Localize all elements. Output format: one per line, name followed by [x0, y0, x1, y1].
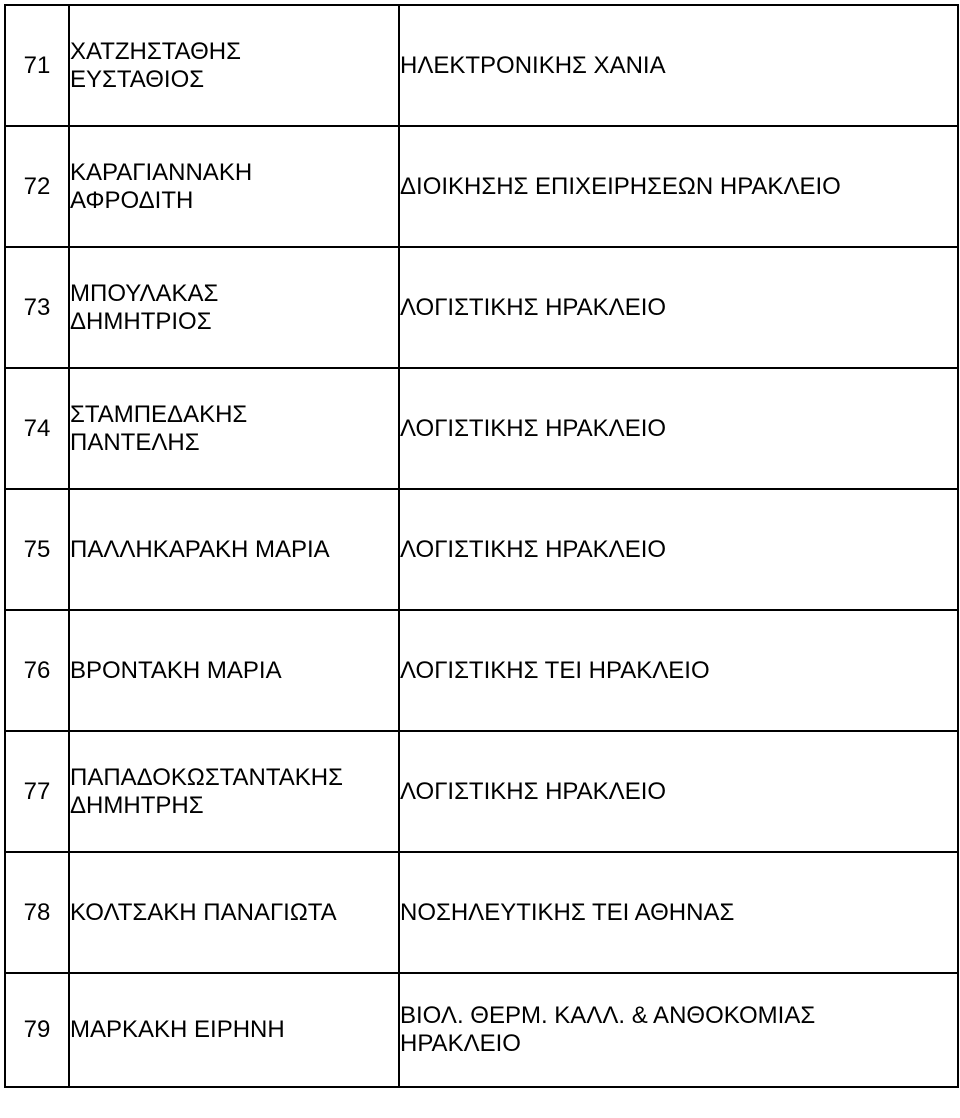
- row-number: [5, 489, 69, 610]
- name-line: ΕΥΣΤΑΘΙΟΣ: [70, 65, 205, 93]
- table-row: [5, 973, 958, 1087]
- department-line: ΛΟΓΙΣΤΙΚΗΣ ΗΡΑΚΛΕΙΟ: [400, 293, 667, 321]
- table-row: [5, 731, 958, 852]
- name-line: ΒΡΟΝΤΑΚΗ ΜΑΡΙΑ: [70, 656, 282, 684]
- row-number-text: 71: [23, 51, 51, 79]
- person-name: [69, 852, 399, 973]
- row-number-text: 72: [23, 172, 51, 200]
- person-name: [69, 731, 399, 852]
- row-number-text: 74: [23, 414, 51, 442]
- department: [399, 731, 958, 852]
- department-line: ΛΟΓΙΣΤΙΚΗΣ ΗΡΑΚΛΕΙΟ: [400, 777, 667, 805]
- row-number-text: 75: [23, 535, 51, 563]
- name-line: ΠΑΠΑΔΟΚΩΣΤΑΝΤΑΚΗΣ: [70, 763, 343, 791]
- name-line: ΔΗΜΗΤΡΗΣ: [70, 791, 204, 819]
- department: [399, 610, 958, 731]
- person-name: [69, 489, 399, 610]
- name-line: ΣΤΑΜΠΕΔΑΚΗΣ: [70, 400, 248, 428]
- row-number: [5, 247, 69, 368]
- department: [399, 5, 958, 126]
- name-line: ΧΑΤΖΗΣΤΑΘΗΣ: [70, 37, 241, 65]
- name-line: ΚΑΡΑΓΙΑΝΝΑΚΗ: [70, 158, 253, 186]
- department: [399, 247, 958, 368]
- row-number: [5, 852, 69, 973]
- department: [399, 126, 958, 247]
- name-line: ΔΗΜΗΤΡΙΟΣ: [70, 307, 212, 335]
- row-number: [5, 368, 69, 489]
- department-line: ΝΟΣΗΛΕΥΤΙΚΗΣ ΤΕΙ ΑΘΗΝΑΣ: [400, 898, 735, 926]
- row-number-text: 76: [23, 656, 51, 684]
- table-row: [5, 489, 958, 610]
- person-name: [69, 247, 399, 368]
- name-line: ΑΦΡΟΔΙΤΗ: [70, 186, 194, 214]
- row-number: [5, 5, 69, 126]
- person-name: [69, 973, 399, 1087]
- row-number-text: 77: [23, 777, 51, 805]
- department: [399, 368, 958, 489]
- row-number: [5, 610, 69, 731]
- row-number-text: 73: [23, 293, 51, 321]
- person-name: [69, 126, 399, 247]
- table-row: [5, 852, 958, 973]
- department-line: ΗΡΑΚΛΕΙΟ: [400, 1030, 521, 1057]
- row-number-text: 79: [23, 1016, 51, 1043]
- department-line: ΗΛΕΚΤΡΟΝΙΚΗΣ ΧΑΝΙΑ: [400, 51, 666, 79]
- row-number: [5, 973, 69, 1087]
- row-number: [5, 731, 69, 852]
- table-row: [5, 368, 958, 489]
- row-number: [5, 126, 69, 247]
- department: [399, 852, 958, 973]
- table-row: [5, 247, 958, 368]
- name-line: ΜΑΡΚΑΚΗ ΕΙΡΗΝΗ: [70, 1016, 285, 1043]
- name-line: ΚΟΛΤΣΑΚΗ ΠΑΝΑΓΙΩΤΑ: [70, 898, 337, 926]
- department-line: ΒΙΟΛ. ΘΕΡΜ. ΚΑΛΛ. & ΑΝΘΟΚΟΜΙΑΣ: [400, 1002, 816, 1029]
- name-line: ΠΑΝΤΕΛΗΣ: [70, 428, 200, 456]
- department: [399, 489, 958, 610]
- name-line: ΠΑΛΛΗΚΑΡΑΚΗ ΜΑΡΙΑ: [70, 535, 330, 563]
- department-line: ΛΟΓΙΣΤΙΚΗΣ ΤΕΙ ΗΡΑΚΛΕΙΟ: [400, 656, 710, 684]
- roster-table: [4, 4, 959, 1088]
- table-row: [5, 5, 958, 126]
- department: [399, 973, 958, 1087]
- table-row: [5, 610, 958, 731]
- person-name: [69, 5, 399, 126]
- department-line: ΛΟΓΙΣΤΙΚΗΣ ΗΡΑΚΛΕΙΟ: [400, 414, 667, 442]
- department-line: ΔΙΟΙΚΗΣΗΣ ΕΠΙΧΕΙΡΗΣΕΩΝ ΗΡΑΚΛΕΙΟ: [400, 172, 841, 200]
- department-line: ΛΟΓΙΣΤΙΚΗΣ ΗΡΑΚΛΕΙΟ: [400, 535, 667, 563]
- person-name: [69, 368, 399, 489]
- person-name: [69, 610, 399, 731]
- name-line: ΜΠΟΥΛΑΚΑΣ: [70, 279, 219, 307]
- table-row: [5, 126, 958, 247]
- row-number-text: 78: [23, 898, 51, 926]
